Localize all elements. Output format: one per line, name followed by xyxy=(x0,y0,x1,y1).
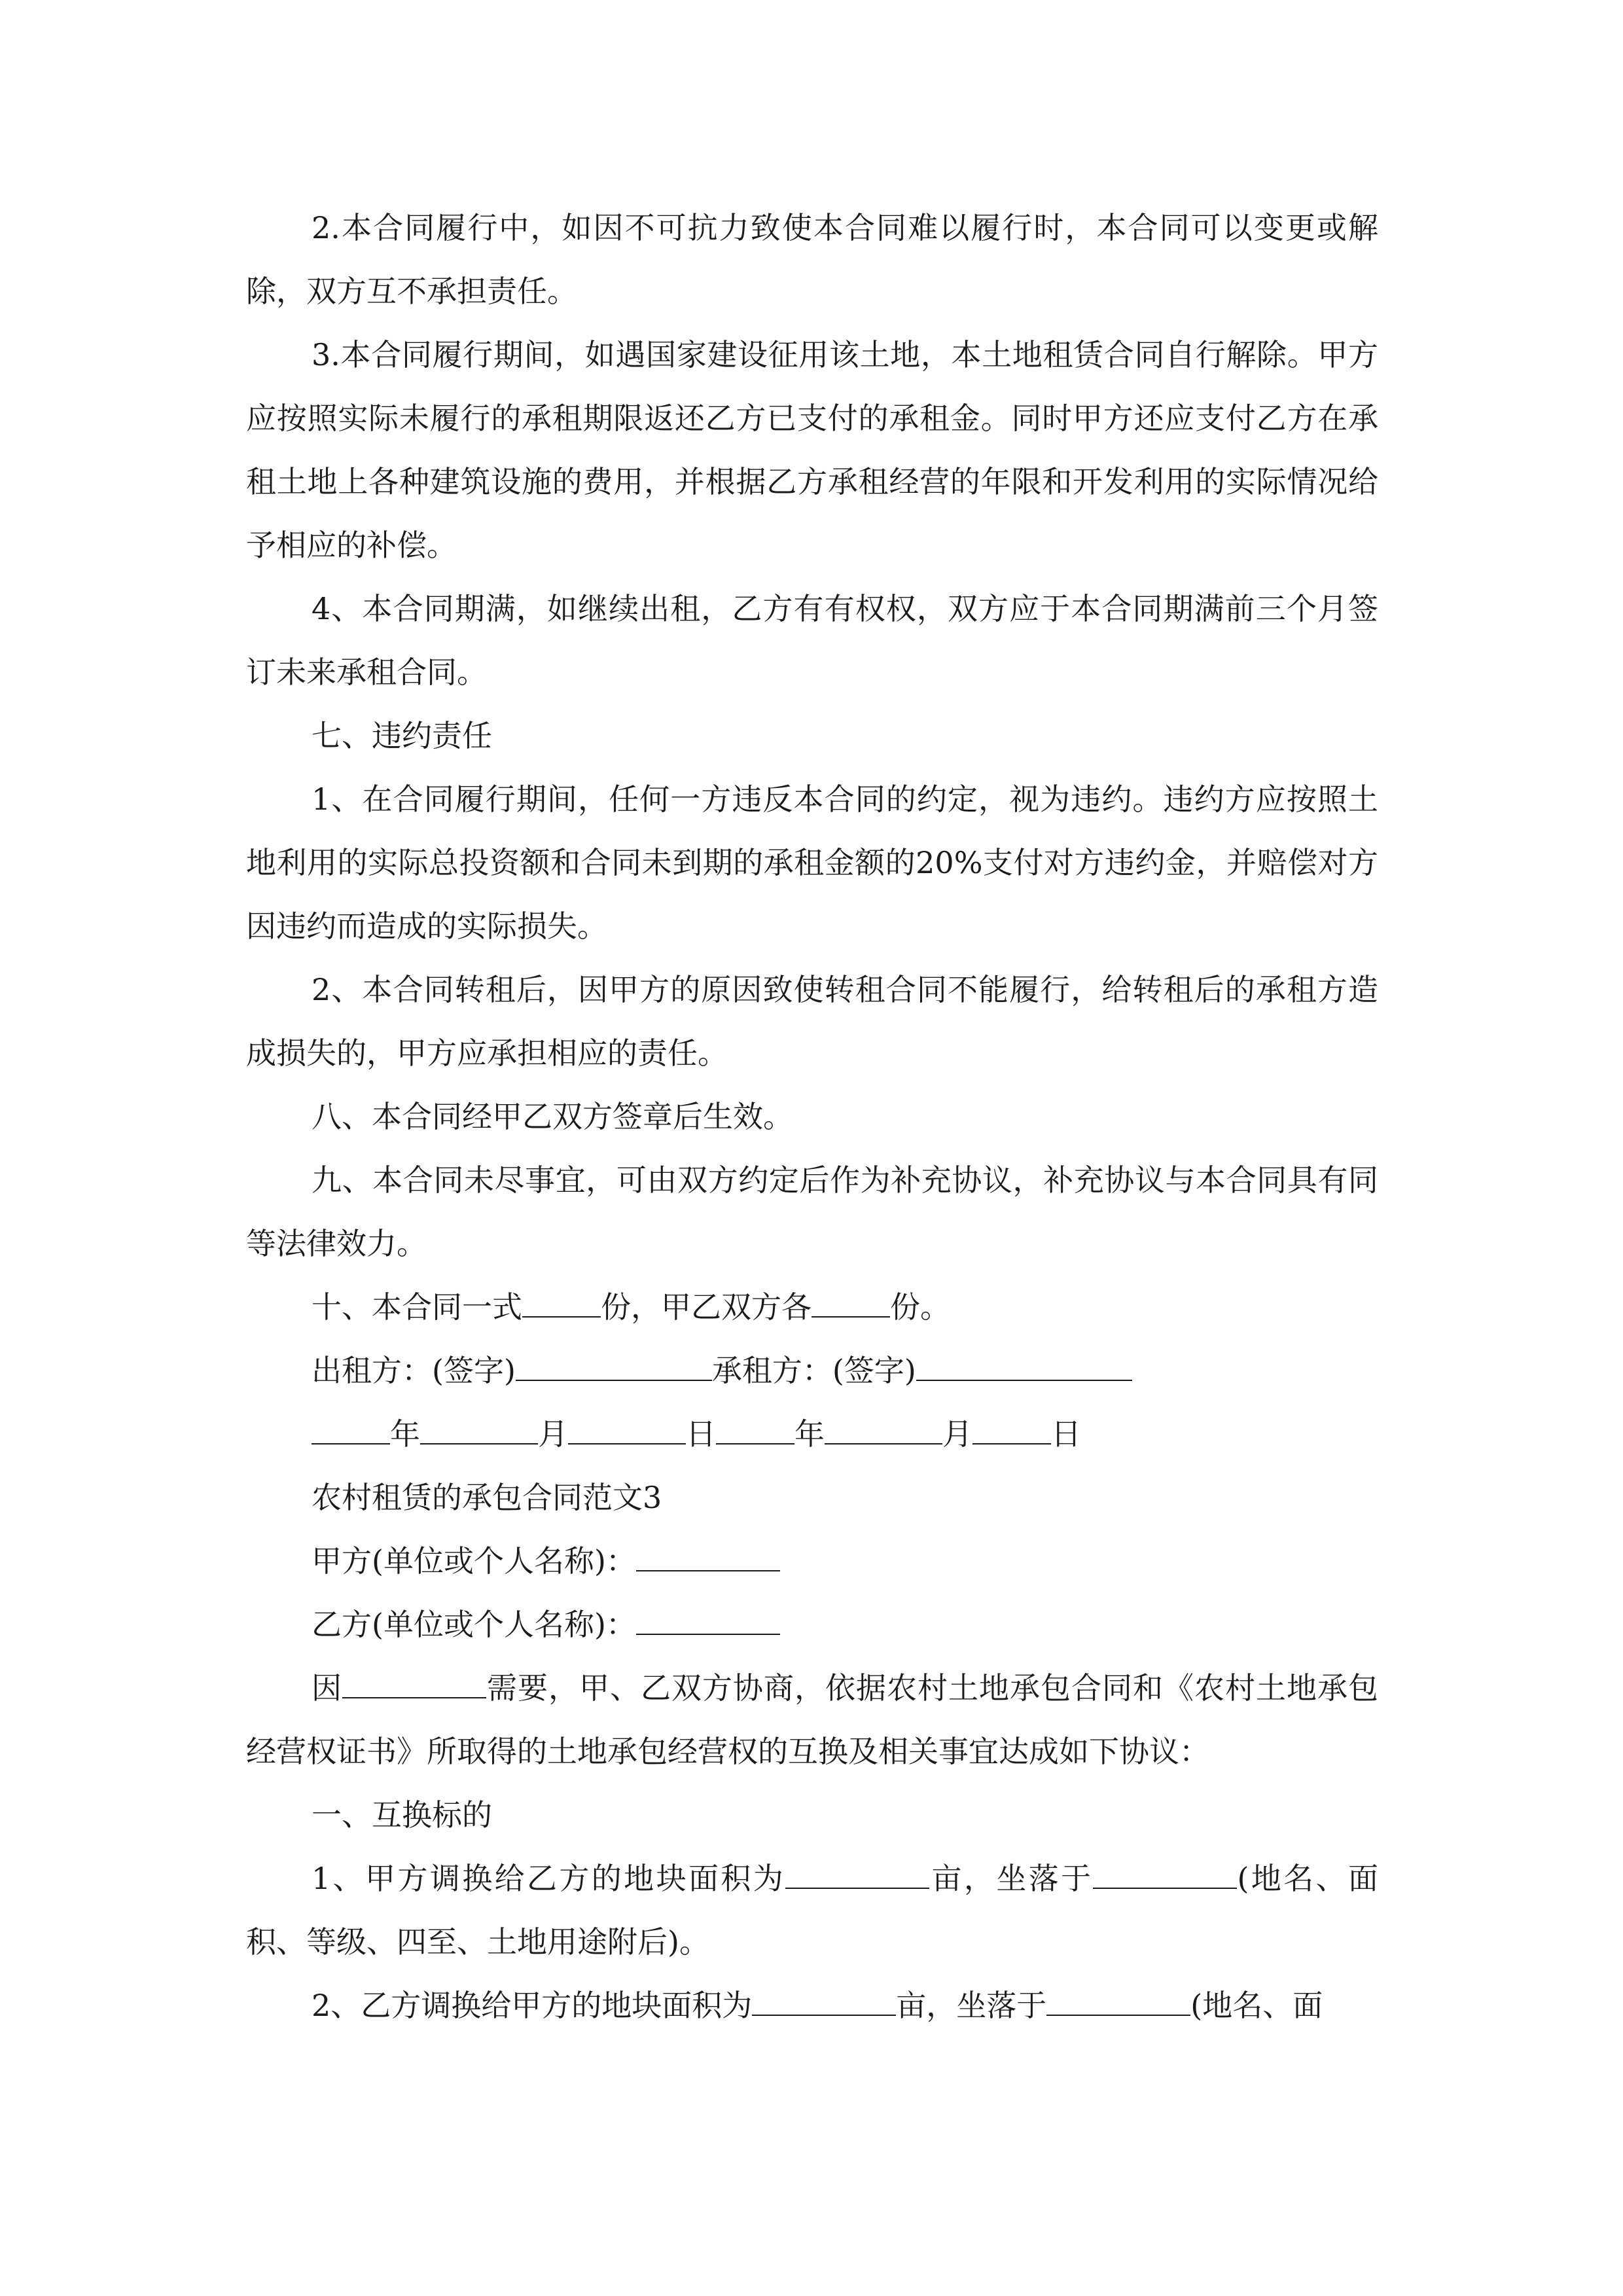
lessee-day-label: 日 xyxy=(1051,1416,1081,1452)
intro-reason-blank xyxy=(342,1671,486,1698)
heading-breach-liability: 七、违约责任 xyxy=(312,718,492,753)
lessee-signature-blank xyxy=(916,1354,1132,1381)
section-title: 农村租赁的承包合同范文3 xyxy=(312,1480,662,1515)
item2-text-3: (地名、面 xyxy=(1190,1988,1323,2023)
lessor-day-blank xyxy=(568,1417,686,1444)
lessor-month-label: 月 xyxy=(538,1416,568,1452)
party-a-line xyxy=(246,1530,1378,1593)
copies-blank-total xyxy=(522,1290,601,1318)
party-b-blank xyxy=(636,1607,780,1635)
party-a-blank xyxy=(636,1544,780,1571)
lessor-label: 出租方：(签字) xyxy=(312,1353,516,1388)
paragraph-breach-2: 2、本合同转租后，因甲方的原因致使转租合同不能履行，给转租后的承租方造成损失的，甲方应承担相应的责任。 xyxy=(246,972,1378,1071)
item2-area-blank xyxy=(752,1988,896,2016)
copies-text-2: 份，甲乙双方各 xyxy=(601,1289,812,1325)
date-line xyxy=(246,1403,1378,1466)
heading-exchange-subject: 一、互换标的 xyxy=(312,1797,492,1833)
paragraph-supplement: 九、本合同未尽事宜，可由双方约定后作为补充协议，补充协议与本合同具有同等法律效力。 xyxy=(246,1162,1378,1261)
document-body xyxy=(246,196,1378,2037)
paragraph-force-majeure: 2.本合同履行中，如因不可抗力致使本合同难以履行时，本合同可以变更或解除，双方互不承担责任。 xyxy=(246,210,1378,309)
lessee-day-blank xyxy=(972,1417,1051,1444)
signature-line xyxy=(246,1339,1378,1403)
item2-location-blank xyxy=(1046,1988,1190,2016)
paragraph-intro xyxy=(246,1657,1378,1784)
lessor-year-blank xyxy=(312,1417,390,1444)
paragraph-contract-expiry: 4、本合同期满，如继续出租，乙方有有权权，双方应于本合同期满前三个月签订未来承租合同。 xyxy=(246,591,1378,690)
item1-location-blank xyxy=(1093,1861,1237,1889)
copies-text-3: 份。 xyxy=(890,1289,950,1325)
lessor-month-blank xyxy=(420,1417,538,1444)
paragraph-item-2 xyxy=(246,1974,1378,2037)
item1-area-blank xyxy=(785,1861,929,1889)
lessor-year-label: 年 xyxy=(390,1416,420,1452)
item1-text-3: (地名、面积、等级、四至、土地用途附后)。 xyxy=(246,1861,1378,1960)
copies-text-1: 十、本合同一式 xyxy=(312,1289,522,1325)
paragraph-breach-1: 1、在合同履行期间，任何一方违反本合同的约定，视为违约。违约方应按照土地利用的实际总投资额和合同未到期的承租金额的20%支付对方违约金，并赔偿对方因违约而造成的实际损失。 xyxy=(246,781,1378,944)
intro-text-1: 因 xyxy=(312,1670,342,1706)
lessor-day-label: 日 xyxy=(686,1416,716,1452)
lessee-year-label: 年 xyxy=(794,1416,825,1452)
lessee-month-blank xyxy=(825,1417,942,1444)
item1-text-2: 亩，坐落于 xyxy=(929,1861,1094,1896)
party-b-label: 乙方(单位或个人名称)： xyxy=(312,1607,636,1642)
lessee-label: 承租方：(签字) xyxy=(711,1353,916,1388)
paragraph-item-1 xyxy=(246,1847,1378,1974)
lessee-year-blank xyxy=(716,1417,794,1444)
copies-blank-each xyxy=(812,1290,890,1318)
intro-text-2: 需要，甲、乙双方协商，依据农村土地承包合同和《农村土地承包经营权证书》所取得的土地承包经营权的互换及相关事宜达成如下协议： xyxy=(246,1670,1378,1769)
paragraph-copies xyxy=(246,1276,1378,1339)
paragraph-land-requisition: 3.本合同履行期间，如遇国家建设征用该土地，本土地租赁合同自行解除。甲方应按照实际未履行的承租期限返还乙方已支付的承租金。同时甲方还应支付乙方在承租土地上各种建筑设施的费用，并根据乙方承租经营的年限和开发利用的实际情况给予相应的补偿。 xyxy=(246,337,1378,563)
lessee-month-label: 月 xyxy=(942,1416,972,1452)
paragraph-effective: 八、本合同经甲乙双方签章后生效。 xyxy=(312,1099,793,1134)
party-b-line xyxy=(246,1593,1378,1657)
item2-text-2: 亩，坐落于 xyxy=(896,1988,1047,2023)
party-a-label: 甲方(单位或个人名称)： xyxy=(312,1543,636,1579)
item2-text-1: 2、乙方调换给甲方的地块面积为 xyxy=(312,1988,753,2023)
lessor-signature-blank xyxy=(516,1354,712,1381)
item1-text-1: 1、甲方调换给乙方的地块面积为 xyxy=(312,1861,786,1896)
